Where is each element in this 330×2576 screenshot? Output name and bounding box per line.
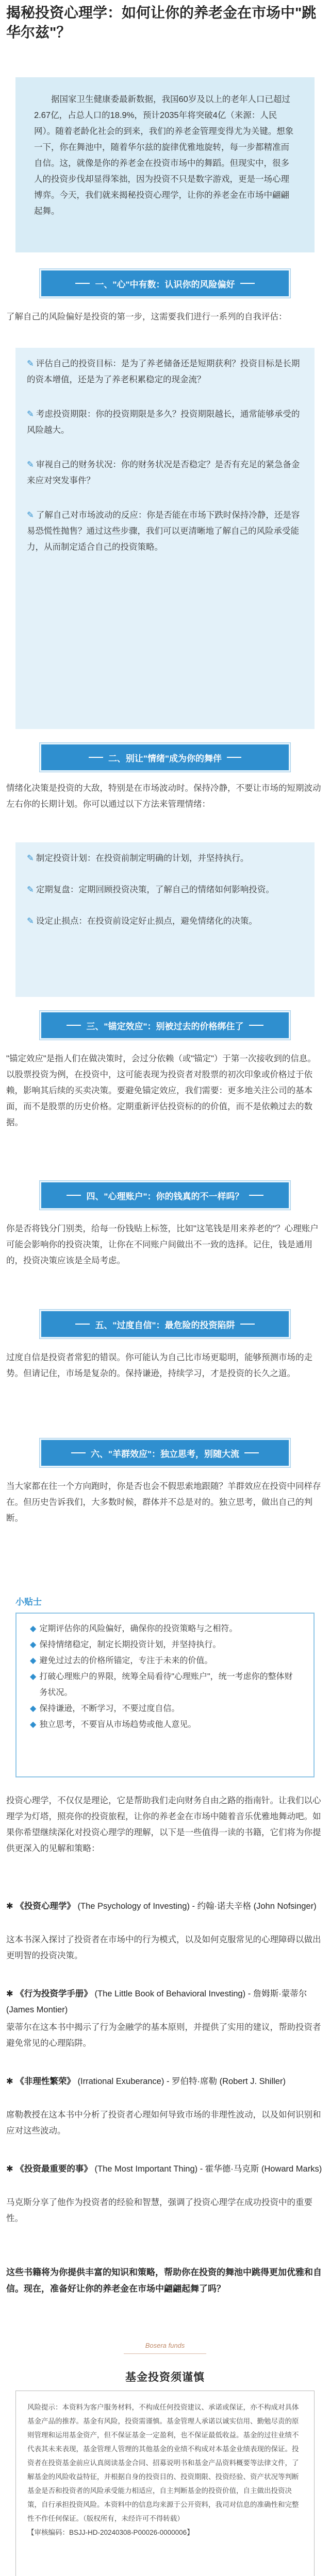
section-1-box [15,348,315,729]
list-item-text: 了解自己对市场波动的反应：你是否能在市场下跌时保持冷静，还是容易恐慌性抛售？通过这些步骤，我们可以更清晰地了解自己的风险承受能力，从而制定适合自己的投资策略。 [27,511,300,552]
star-icon: ✱ [6,1989,13,1998]
star-icon: ✱ [6,2164,13,2174]
diamond-icon: ◆ [30,1720,37,1729]
disclaimer-box [15,2391,315,2576]
pencil-icon: ✎ [27,359,34,368]
banner-dash-icon [240,283,255,284]
diamond-icon: ◆ [30,1704,37,1713]
tip-item [30,1701,300,1717]
banner-dash-icon [249,1195,263,1196]
section-3-banner-text: 三、"锚定效应"：别被过去的价格绑住了 [86,1021,244,1031]
star-icon: ✱ [6,1902,13,1911]
book-2-title: 《行为投资学手册》 [15,1989,92,1998]
book-4-author: - 霍华德·马克斯 (Howard Marks) [200,2164,322,2174]
banner-dash-icon [67,1025,81,1026]
disclaimer-text: 风险提示：本资料为客户服务材料，不构成任何投资建议、承诺或保证，亦不构成对具体基金产品的推荐。基金有风险，投资需谨慎。基金管理人承诺以诚实信用、勤勉尽责的原则管理和运用基金资产，但不保证基金一定盈利，也不保证最低收益。基金的过往业绩不代表其未来表现，基金管理人管理的其他基金的业绩不构成对本基金业绩表现的保证。投资者在投资基金前应认真阅读基金合同、招募说明书和基金产品资料概要等法律文件，了解基金的风险收益特征，并根据自身的投资目的、投资期限、投资经验、资产状况等判断基金是否和投资者的风险承受能力相适应，自主判断基金的投资价值，自主做出投资决策，自行承担投资风险。本资料中的信息均来源于公开资料，我司对信息的准确性和完整性不作任何保证。（版权所有，未经许可不得转载） [27,2403,299,2522]
list-item [27,457,303,489]
pencil-icon: ✎ [27,460,34,469]
pencil-icon: ✎ [27,854,34,863]
book-1-desc: 这本书深入探讨了投资者在市场中的行为模式，以及如何克服常见的心理障碍以做出更明智的投资决策。 [6,1935,321,1960]
section-5-banner [41,1311,289,1337]
banner-dash-icon [71,1452,86,1453]
tip-item-text: 保持情绪稳定，制定长期投资计划，并坚持执行。 [39,1640,221,1649]
intro-box: 据国家卫生健康委最新数据，我国60岁及以上的老年人口已超过2.67亿，占总人口的18.9%，预计2035年将突破4亿（来源：人民网）。随着老龄化社会的到来，我们的养老金管理变得尤为关键。想象一下，你在舞池中，随着华尔兹的旋律优雅地旋转，每一步都精准而自信。这，就像是你的养老金在投资市场中的舞蹈。但现实中，很多人的投资步伐却显得笨拙，因为投资不只是数字游戏，更是一场心理博弈。今天，我们就来揭秘投资心理学，让你的养老金在市场中翩翩起舞。 [15,77,315,252]
tip-item [30,1669,300,1701]
section-5-body: 过度自信是投资者常犯的错误。你可能认为自己比市场更聪明，能够预测市场的走势。但请记住，市场是复杂的。保持谦逊，持续学习，才是投资的长久之道。 [6,1353,312,1378]
list-item [27,913,303,929]
list-item-text: 审视自己的财务状况：你的财务状况是否稳定？是否有充足的紧急备金来应对突发事件？ [27,460,300,485]
review-code: 【审核编码：BSJJ-HD-20240308-P00026-0000006】 [27,2529,194,2536]
tip-item [30,1653,300,1669]
tip-item-text: 避免过过去的价格所锚定，专注于未来的价值。 [39,1656,213,1665]
diamond-icon: ◆ [30,1640,37,1649]
diamond-icon: ◆ [30,1624,37,1633]
list-item [27,507,303,555]
list-item [27,882,303,898]
section-4-banner-text: 四、"心理账户"：你的钱真的不一样吗？ [86,1191,244,1201]
tip-item-text: 保持谦逊，不断学习，不要过度自信。 [39,1704,180,1713]
section-6-body: 当大家都在往一个方向跑时，你是否也会不假思索地跟随？羊群效应在投资中同样存在。但历史告诉我们，大多数时候，群体并不总是对的。独立思考，做出自己的判断。 [6,1482,321,1523]
pencil-icon: ✎ [27,511,34,520]
section-2-banner-text: 二、别让"情绪"成为你的舞伴 [108,753,222,764]
section-1-banner-text: 一、"心"中有数：认识你的风险偏好 [95,279,235,290]
tip-item-text: 打破心理账户的界限，统筹全局看待"心理账户"，统一考虑你的整体财务状况。 [39,1672,293,1697]
closing-text: 这些书籍将为你提供丰富的知识和策略，帮助你在投资的舞池中跳得更加优雅和自信。现在，准备好让你的养老金在市场中翩翩起舞了吗？ [6,2267,322,2294]
section-4-body: 你是否将钱分门别类，给每一份钱贴上标签，比如"这笔钱是用来养老的"？心理账户可能会影响你的投资决策，让你在不同账户间做出不一致的选择。记住，钱是通用的，投资决策应该是全局考虑。 [6,1224,319,1265]
section-1-lead: 了解自己的风险偏好是投资的第一步，这需要我们进行一系列的自我评估： [6,312,287,321]
list-item [27,356,303,388]
section-5-banner-text: 五、"过度自信"：最危险的投资陷阱 [95,1320,235,1330]
list-item-text: 评估自己的投资目标：是为了养老储备还是短期获利？投资目标是长期的资本增值，还是为了养老积累稳定的现金流？ [27,359,300,384]
section-2-lead: 情绪化决策是投资的大敌，特别是在市场波动时。保持冷静，不要让市场的短期波动左右你的长期计划。你可以通过以下方法来管理情绪： [6,784,321,809]
section-1-banner [41,270,289,296]
banner-dash-icon [75,283,90,284]
book-2-desc: 蒙蒂尔在这本书中揭示了行为金融学的基本原则，并提供了实用的建议，帮助投资者避免常见的心理陷阱。 [6,2023,321,2048]
book-4-en: (The Most Important Thing) [94,2164,198,2174]
book-2-title-line [6,1986,324,2018]
banner-dash-icon [244,1452,259,1453]
tip-item [30,1717,300,1733]
footer-heading: 基金投资须谨慎 [125,2371,205,2383]
section-6-banner [41,1440,289,1466]
banner-dash-icon [89,757,103,758]
section-2-box [15,842,315,997]
section-2-banner [41,744,289,770]
brand-logo-text: Bosera funds [145,2342,185,2349]
section-4-banner [41,1182,289,1208]
book-3-en: (Irrational Exuberance) [77,2077,164,2086]
tip-item-text: 定期评估你的风险偏好，确保你的投资策略与之相符。 [39,1624,238,1633]
book-4-title-line [6,2161,324,2177]
tips-label: 小贴士 [15,1597,42,1607]
banner-dash-icon [75,1324,90,1325]
book-4-title: 《投资最重要的事》 [15,2164,92,2174]
tips-box [15,1613,315,1777]
banner-dash-icon [249,1025,263,1026]
banner-dash-icon [67,1195,81,1196]
list-item [27,406,303,438]
list-item [27,851,303,867]
list-item-text: 设定止损点：在投资前设定好止损点，避免情绪化的决策。 [36,917,257,926]
pencil-icon: ✎ [27,410,34,419]
book-1-author: - 约翰·诺夫辛格 (John Nofsinger) [192,1902,317,1911]
books-intro: 投资心理学，不仅仅是理论，它是帮助我们走向财务自由之路的指南针。让我们以心理学为灯塔，照亮你的投资旅程，让你的养老金在市场中随着音乐优雅地舞动吧。如果你希望继续深化对投资心理学的理解，以下是一些值得一读的书籍，它们将为你提供更深入的见解和策略： [6,1796,321,1853]
book-3-title: 《非理性繁荣》 [15,2077,75,2086]
banner-dash-icon [240,1324,255,1325]
section-3-body: "锚定效应"是指人们在做决策时，会过分依赖（或"锚定"）于第一次接收到的信息。以股票投资为例，在投资中，这可能表现为投资者对股票的初次印象或价格过于依赖，影响其后续的买卖决策。要避免锚定效应，我们需要：更多地关注公司的基本面，而不是股票的历史价格。定期重新评估投资标的的价值，而不是依赖过去的数据。 [6,1054,316,1127]
book-3-author: - 罗伯特·席勒 (Robert J. Shiller) [166,2077,286,2086]
book-3-desc: 席勒教授在这本书中分析了投资者心理如何导致市场的非理性波动，以及如何识别和应对这些波动。 [6,2110,321,2136]
book-1-title-line [6,1899,324,1914]
list-item-text: 制定投资计划：在投资前制定明确的计划，并坚持执行。 [36,854,249,863]
banner-dash-icon [227,757,241,758]
book-4-desc: 马克斯分享了他作为投资者的经验和智慧，强调了投资心理学在成功投资中的重要性。 [6,2198,312,2223]
star-icon: ✱ [6,2077,13,2086]
book-1-title: 《投资心理学》 [15,1902,75,1911]
book-2-author: - 詹姆斯·蒙蒂尔 (James Montier) [6,1989,307,2014]
article-title: 揭秘投资心理学：如何让你的养老金在市场中"跳华尔兹"？ [6,5,317,40]
list-item-text: 定期复盘：定期回顾投资决策，了解自己的情绪如何影响投资。 [36,885,274,894]
list-item-text: 考虑投资期限：你的投资期限是多久？投资期限越长，通常能够承受的风险越大。 [27,410,300,435]
book-2-en: (The Little Book of Behavioral Investing) [94,1989,246,1998]
diamond-icon: ◆ [30,1672,37,1681]
tip-item [30,1637,300,1653]
book-3-title-line [6,2074,324,2090]
tip-item [30,1621,300,1637]
pencil-icon: ✎ [27,885,34,894]
footer-divider [124,2353,206,2354]
section-3-banner [41,1012,289,1038]
tip-item-text: 独立思考，不要盲从市场趋势或他人意见。 [39,1720,196,1729]
pencil-icon: ✎ [27,917,34,926]
section-6-banner-text: 六、"羊群效应"：独立思考，别随大流 [90,1449,240,1459]
diamond-icon: ◆ [30,1656,37,1665]
book-1-en: (The Psychology of Investing) [77,1902,190,1911]
